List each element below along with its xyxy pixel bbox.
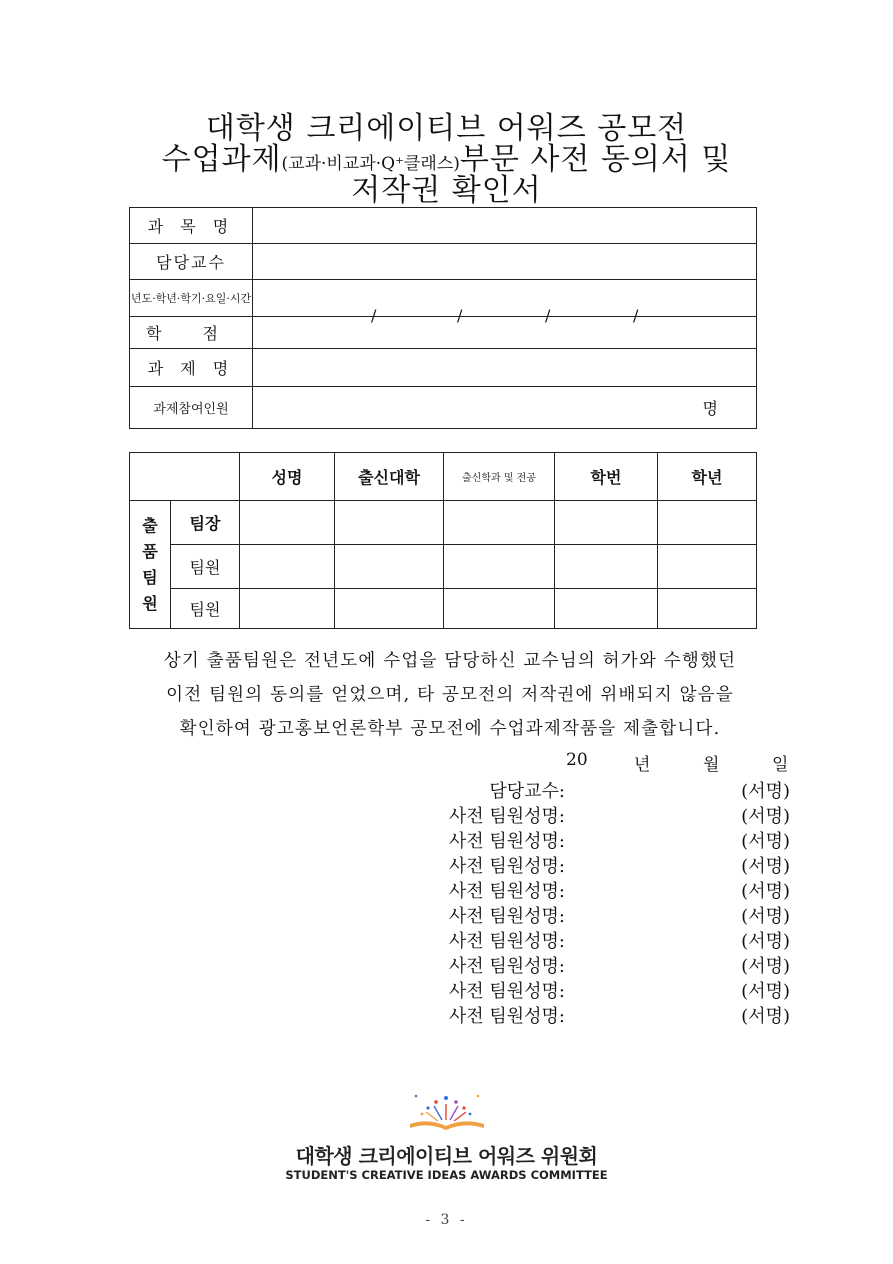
committee-name-korean: 대학생 크리에이티브 어워즈 위원회	[295, 1144, 598, 1168]
member-sign[interactable]: (서명)	[741, 906, 790, 927]
logo-spark	[462, 1106, 465, 1109]
signature-row-member	[380, 952, 790, 976]
logo-ray	[450, 1106, 458, 1120]
professor-field[interactable]	[253, 244, 757, 280]
role-leader: 팀장	[171, 501, 240, 545]
logo-spark	[444, 1096, 448, 1100]
title-line-2-b: 부문 사전 동의서 및	[459, 142, 732, 177]
member-sign[interactable]: (서명)	[741, 881, 790, 902]
leader-university-cell[interactable]	[335, 501, 444, 545]
member-sign-label: 사전 팀원성명:	[448, 856, 565, 877]
header-university: 출신대학	[335, 453, 444, 501]
assignment-name-label: 과 제 명	[130, 349, 253, 387]
signature-row-member	[380, 1002, 790, 1026]
logo-spark	[454, 1100, 458, 1104]
logo-spark	[426, 1106, 429, 1109]
participants-label: 과제참여인원	[130, 387, 253, 429]
title-line-3: 저작권 확인서	[351, 173, 542, 208]
member-sign[interactable]: (서명)	[741, 806, 790, 827]
leader-student-id-cell[interactable]	[555, 501, 658, 545]
member-sign-label: 사전 팀원성명:	[448, 1006, 565, 1027]
member1-grade-cell[interactable]	[658, 545, 757, 589]
member2-university-cell[interactable]	[335, 589, 444, 629]
slash-4: /	[633, 306, 639, 325]
member2-major-cell[interactable]	[444, 589, 555, 629]
leader-name-cell[interactable]	[240, 501, 335, 545]
committee-name-english: STUDENT'S CREATIVE IDEAS AWARDS COMMITTEE	[285, 1168, 608, 1182]
logo-spark	[477, 1095, 480, 1098]
course-info-table	[129, 207, 757, 429]
team-group-label	[130, 501, 171, 629]
logo-ray	[454, 1112, 466, 1121]
member-sign[interactable]: (서명)	[741, 1006, 790, 1027]
member-sign[interactable]: (서명)	[741, 831, 790, 852]
credits-label: 학 점	[130, 317, 253, 349]
slash-3: /	[545, 306, 551, 325]
member-sign[interactable]: (서명)	[741, 981, 790, 1002]
member2-grade-cell[interactable]	[658, 589, 757, 629]
member-sign-label: 사전 팀원성명:	[448, 956, 565, 977]
logo-spark	[434, 1100, 438, 1104]
year-grade-semester-label: 년도·학년·학기·요일·시간	[130, 280, 253, 317]
signature-row-member	[380, 827, 790, 851]
header-grade: 학년	[658, 453, 757, 501]
group-char-1: 출	[142, 515, 158, 535]
credits-field[interactable]	[253, 317, 757, 349]
title-line-2-a: 수업과제	[161, 142, 282, 177]
logo-book-shape	[410, 1121, 484, 1130]
date-month: 월	[703, 755, 720, 775]
leader-major-cell[interactable]	[444, 501, 555, 545]
header-name: 성명	[240, 453, 335, 501]
header-major: 출신학과 및 전공	[444, 453, 555, 501]
leader-grade-cell[interactable]	[658, 501, 757, 545]
member-sign-label: 사전 팀원성명:	[448, 881, 565, 902]
logo-spark	[469, 1113, 472, 1116]
signature-row-member	[380, 877, 790, 901]
member2-name-cell[interactable]	[240, 589, 335, 629]
member1-name-cell[interactable]	[240, 545, 335, 589]
assignment-name-field[interactable]	[253, 349, 757, 387]
statement-line-1: 상기 출품팀원은 전년도에 수업을 담당하신 교수님의 허가와 수행했던	[163, 651, 737, 671]
member-sign-label: 사전 팀원성명:	[448, 831, 565, 852]
role-member-2: 팀원	[171, 589, 240, 629]
member1-university-cell[interactable]	[335, 545, 444, 589]
signature-row-member	[380, 927, 790, 951]
member-sign[interactable]: (서명)	[741, 931, 790, 952]
slash-1: /	[371, 306, 377, 325]
member-sign[interactable]: (서명)	[741, 856, 790, 877]
logo-ray	[434, 1106, 442, 1120]
statement-line-3: 확인하여 광고홍보언론학부 공모전에 수업과제작품을 제출합니다.	[179, 719, 721, 739]
professor-sign-label: 담당교수:	[489, 781, 565, 802]
professor-sign[interactable]: (서명)	[741, 781, 790, 802]
course-name-label: 과 목 명	[130, 208, 253, 244]
signature-row-member	[380, 977, 790, 1001]
group-char-4: 원	[142, 593, 158, 613]
signature-row-member	[380, 802, 790, 826]
signature-row-member	[380, 852, 790, 876]
member-sign[interactable]: (서명)	[741, 956, 790, 977]
professor-label: 담당교수	[130, 244, 253, 280]
participants-field[interactable]	[253, 387, 757, 429]
member1-major-cell[interactable]	[444, 545, 555, 589]
logo-spark	[421, 1113, 424, 1116]
logo-ray	[426, 1112, 438, 1121]
member1-student-id-cell[interactable]	[555, 545, 658, 589]
signature-row-member	[380, 902, 790, 926]
group-char-2: 품	[142, 541, 158, 561]
team-header-blank	[130, 453, 240, 501]
participants-unit: 명	[702, 399, 718, 418]
role-member-1: 팀원	[171, 545, 240, 589]
slash-2: /	[457, 306, 463, 325]
year-grade-semester-field[interactable]	[253, 280, 757, 325]
page-number: - 3 -	[425, 1212, 468, 1228]
header-student-id: 학번	[555, 453, 658, 501]
group-char-3: 팀	[142, 567, 158, 587]
member-sign-label: 사전 팀원성명:	[448, 981, 565, 1002]
member-sign-label: 사전 팀원성명:	[448, 931, 565, 952]
member-sign-label: 사전 팀원성명:	[448, 806, 565, 827]
team-members-table	[129, 452, 757, 629]
course-name-field[interactable]	[253, 208, 757, 244]
date-year-prefix: 20	[566, 750, 588, 770]
member-sign-label: 사전 팀원성명:	[448, 906, 565, 927]
date-year: 년	[634, 755, 651, 775]
committee-logo-icon	[402, 1090, 492, 1134]
member2-student-id-cell[interactable]	[555, 589, 658, 629]
title-line-1: 대학생 크리에이티브 어워즈 공모전	[205, 111, 688, 146]
statement-line-2: 이전 팀원의 동의를 얻었으며, 타 공모전의 저작권에 위배되지 않음을	[166, 685, 734, 705]
signature-row-professor	[380, 777, 790, 801]
date-day: 일	[772, 755, 789, 775]
title-line-2-small: (교과·비교과·Q⁺클래스)	[281, 154, 460, 174]
logo-spark	[415, 1095, 418, 1098]
